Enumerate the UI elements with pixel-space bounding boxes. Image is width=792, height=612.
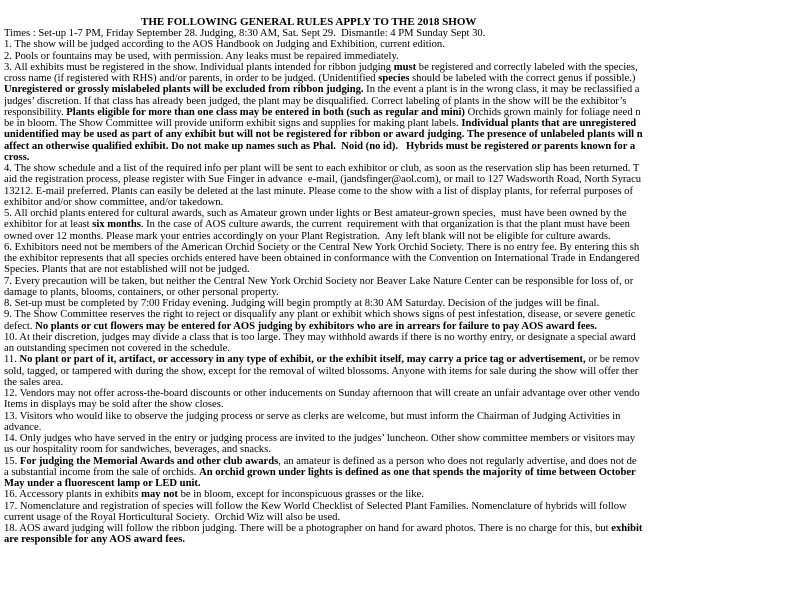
text-run: 12. Vendors may not offer across-the-board discounts or other inducements on Sunday afternoon that will create an unfair advantage over other vendo — [4, 388, 640, 399]
bold-text-run: are responsible for any AOS award fees. — [4, 534, 185, 546]
text-line — [4, 141, 792, 152]
text-line — [4, 489, 792, 500]
text-line — [4, 163, 792, 174]
text-run: 10. At their discretion, judges may divide a class that is too large. They may withhold awards if there is no worthy entry, or designate a special award — [4, 331, 636, 343]
text-run: 15. — [4, 455, 20, 467]
bold-text-run: An orchid grown under lights is defined as one that spends the majority of time between October — [199, 466, 636, 478]
bold-text-run: Individual plants that are unregistered — [461, 118, 637, 129]
text-run: exhibitor for at least — [4, 219, 93, 231]
text-run: Items in displays may be sold after the show closes. — [4, 399, 224, 411]
text-line — [4, 388, 792, 399]
text-run: 11. — [4, 354, 20, 366]
text-run: 13212. E-mail preferred. Plants can easily be deleted at the last minute. Please come to the show with a list of display plants, for referral purposes of — [4, 185, 633, 197]
text-line — [4, 377, 792, 388]
text-run: 16. Accessory plants in exhibits — [4, 489, 142, 501]
text-line — [4, 399, 792, 410]
bold-text-run: May under a fluorescent lamp or LED unit. — [4, 478, 201, 489]
text-run: 4. The show schedule and a list of the required info per plant will be sent to each exhibitor or club, as soon as the reservation slip has been returned. T — [4, 163, 640, 174]
text-run: 1. The show will be judged according to the AOS Handbook on Judging and Exhibition, current edition. — [4, 39, 445, 51]
text-line — [4, 186, 792, 197]
bold-text-run: unidentified may be used as part of any exhibit but will not be registered for ribbon or award judging. The presence of unlabeled plants will n — [4, 129, 643, 141]
bold-text-run: No plants or cut flowers may be entered for AOS judging by exhibitors who are in arrears for failure to pay AOS award fees. — [35, 320, 598, 332]
text-line — [4, 523, 792, 534]
text-run: sold, tagged, or tampered with during the show, except for the removal of wilted blossoms. Anyone with items for sale during the show will offer ther — [4, 365, 639, 377]
text-run: a substantial income from the sale of orchids. — [4, 466, 200, 478]
bold-text-run: six months — [92, 219, 141, 231]
text-run: . In the case of AOS culture awards, the current requirement with that organization is that the plant must have been — [140, 219, 630, 231]
text-run: aid the registration process, please register with Sue Finger in advance e-mail, (jandsfinger@aol.com), or mail to 127 Wadsworth Road, North Syracu — [4, 174, 642, 186]
text-line — [4, 343, 792, 354]
text-line — [4, 197, 792, 208]
text-line — [4, 96, 792, 107]
text-line — [4, 478, 792, 489]
text-line — [4, 39, 792, 50]
text-line — [4, 444, 792, 455]
bold-text-run: Unregistered or grossly mislabeled plants will be excluded from ribbon judging. — [4, 84, 364, 96]
text-run: 18. AOS award judging will follow the ribbon judging. There will be a photographer on hand for award photos. There is no charge for this, but — [4, 523, 612, 534]
bold-text-run: Plants eligible for more than one class may be entered in both (such as regular and mini) — [66, 106, 465, 118]
text-line — [4, 287, 792, 298]
text-run: defect. — [4, 320, 36, 332]
text-line — [4, 456, 792, 467]
text-line — [4, 118, 792, 129]
text-run: cross name (if registered with RHS) and/or parents, in order to be judged. (Unidentified — [4, 73, 379, 84]
text-line — [4, 467, 792, 478]
text-line — [4, 152, 792, 163]
text-run: damage to plants, blooms, containers, or other personal property. — [4, 286, 279, 298]
text-line — [4, 298, 792, 309]
text-line — [4, 219, 792, 230]
bold-text-run: affect an otherwise qualified exhibit. Do not make up names such as Phal. Noid (no id). Hybrids must be registered or parents known for a — [4, 140, 636, 152]
text-line — [4, 411, 792, 422]
bold-text-run: cross. — [4, 151, 30, 163]
text-run: 14. Only judges who have served in the entry or judging process are invited to the judges’ luncheon. Other show committee members or visitors may — [4, 433, 636, 444]
page-title: THE FOLLOWING GENERAL RULES APPLY TO THE 2018 SHOW — [141, 16, 477, 28]
text-run: should be labeled with the correct genus if possible.) — [409, 73, 636, 84]
text-line — [4, 276, 792, 287]
text-run: 3. All exhibits must be registered in the show. Individual plants intended for ribbon judging — [4, 61, 394, 73]
text-line — [4, 107, 792, 118]
text-run: , an amateur is defined as a person who does not regularly advertise, and does not de — [278, 455, 637, 467]
text-run: 2. Pools or fountains may be used, with permission. Any leaks must be repaired immediately. — [4, 50, 399, 62]
text-run: Orchids grown mainly for foliage need n — [464, 106, 641, 118]
text-run: owned over 12 months. Please mark your entries accordingly on your Plant Registration. Any left blank will not be eligible for culture awards. — [4, 230, 611, 242]
bold-text-run: exhibit — [611, 523, 643, 534]
text-run: exhibitor and/or show committee, and/or takedown. — [4, 196, 224, 208]
text-run: Times : Set-up 1-7 PM, Friday September 28. Judging, 8:30 AM, Sat. Sept 29. Dismantle: 4 PM Sunday Sept 30. — [4, 28, 486, 39]
text-run: Species. Plants that are not established will not be judged. — [4, 264, 250, 276]
text-run: advance. — [4, 421, 42, 433]
text-run: or be remov — [585, 354, 640, 366]
rules-text — [4, 28, 792, 546]
text-line — [4, 501, 792, 512]
text-run: In the event a plant is in the wrong class, it may be reclassified a — [363, 84, 640, 96]
bold-text-run: No plant or part of it, artifact, or accessory in any type of exhibit, or the exhibit itself, may carry a price tag or advertisement, — [19, 354, 586, 366]
text-run: judges’ discretion. If that class has already been judged, the plant may be disqualified. Correct labeling of plants in the show will be the exhibitor’s — [4, 95, 627, 107]
text-run: 13. Visitors who would like to observe the judging process or serve as clerks are welcome, but must inform the Chairman of Judging Activities in — [4, 410, 621, 422]
text-run: us our hospitality room for sandwiches, beverages, and snacks. — [4, 444, 271, 456]
text-line — [4, 433, 792, 444]
text-run: 17. Nomenclature and registration of species will follow the Kew World Checklist of Selected Plant Families. Nomenclature of hybrids will follow — [4, 500, 627, 512]
text-run: be registered and correctly labeled with the species, — [416, 61, 638, 73]
bold-text-run: must — [393, 61, 417, 73]
text-run: 9. The Show Committee reserves the right to reject or disqualify any plant or exhibit which shows signs of pest infestation, disease, or severe genetic — [4, 309, 636, 321]
text-run: an outstanding specimen not covered in the schedule. — [4, 343, 230, 354]
text-line — [4, 242, 792, 253]
text-line — [4, 253, 792, 264]
bold-text-run: species — [378, 73, 410, 84]
text-line — [4, 84, 792, 95]
text-run: the exhibitor represents that all species orchids entered have been obtained in conformance with the Convention on International Trade in Endangered — [4, 253, 640, 264]
text-run: 8. Set-up must be completed by 7:00 Friday evening. Judging will begin promptly at 8:30 AM Saturday. Decision of the judges will be final. — [4, 298, 600, 309]
text-run: 5. All orchid plants entered for cultural awards, such as Amateur grown under lights or Best amateur-grown species, must have been owned by the — [4, 208, 627, 219]
text-run: responsibility. — [4, 106, 67, 118]
text-line — [4, 62, 792, 73]
text-run: 7. Every precaution will be taken, but neither the Central New York Orchid Society nor Beaver Lake Nature Center can be responsible for loss of, or — [4, 275, 634, 287]
text-line — [4, 208, 792, 219]
text-line — [4, 422, 792, 433]
text-run: be in bloom, except for inconspicuous grasses or the like. — [177, 489, 424, 501]
text-line — [4, 321, 792, 332]
text-line — [4, 231, 792, 242]
text-run: be in bloom. The Show Committee will provide uniform exhibit signs and supplies for making plant labels. — [4, 118, 462, 129]
text-line — [4, 129, 792, 140]
text-line — [4, 354, 792, 365]
text-run: 6. Exhibitors need not be members of the American Orchid Society or the Central New York Orchid Society. There is no entry fee. By entering this sh — [4, 241, 640, 253]
text-line — [4, 264, 792, 275]
text-line — [4, 51, 792, 62]
text-run: the sales area. — [4, 376, 64, 388]
text-line — [4, 73, 792, 84]
text-line — [4, 28, 792, 39]
text-line — [4, 534, 792, 545]
text-line — [4, 366, 792, 377]
bold-text-run: may not — [141, 489, 178, 501]
text-line — [4, 332, 792, 343]
text-line — [4, 174, 792, 185]
text-line — [4, 309, 792, 320]
text-run: current usage of the Royal Horticultural Society. Orchid Wiz will also be used. — [4, 511, 341, 523]
bold-text-run: For judging the Memorial Awards and other club awards — [19, 455, 279, 467]
text-line — [4, 512, 792, 523]
